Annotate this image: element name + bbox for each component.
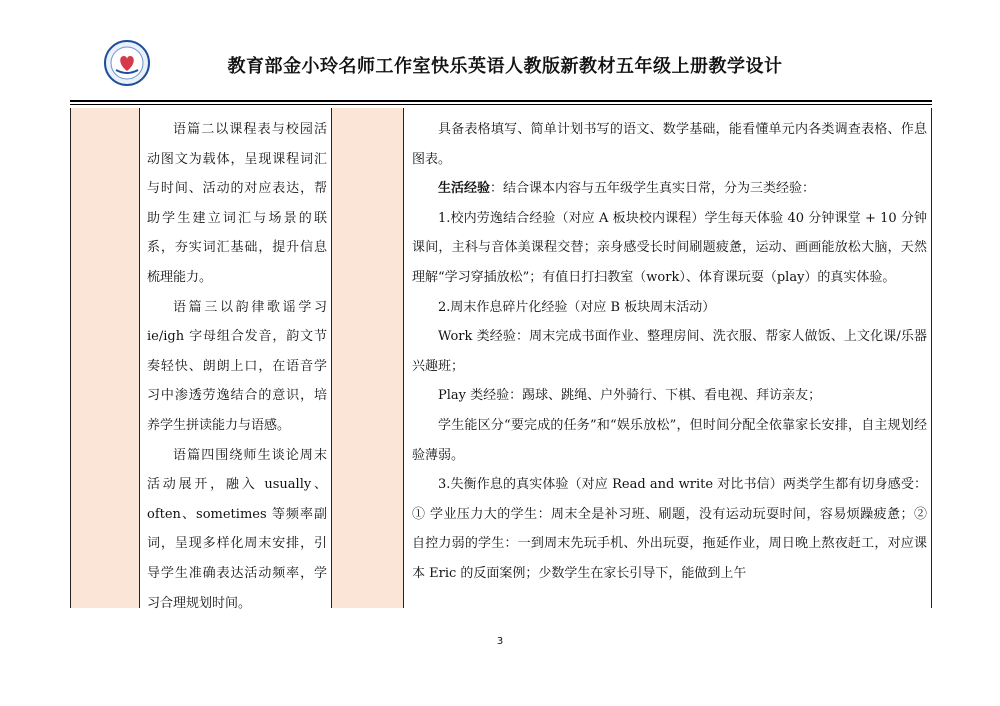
text-analysis-cell <box>147 115 327 618</box>
student-analysis-cell <box>412 115 927 589</box>
table-border-right <box>931 108 932 608</box>
header-rule-thin <box>70 104 932 105</box>
label-column-left <box>70 108 140 608</box>
life-experience-paragraph <box>412 174 927 204</box>
experience-1-paragraph: 1.校内劳逸结合经验（对应 A 板块校内课程）学生每天体验 40 分钟课堂 + 10 分钟课间，主科与音体美课程交替；亲身感受长时间刷题疲惫，运动、画画能放松大脑，天然理解“学习穿插放松”；有值日打扫教室（work）、体育课玩耍（play）的真实体验。 <box>412 210 927 285</box>
studio-logo <box>104 40 150 86</box>
document-title: 教育部金小玲名师工作室快乐英语人教版新教材五年级上册教学设计 <box>227 56 783 77</box>
intro-paragraph: 具备表格填写、简单计划书写的语文、数学基础，能看懂单元内各类调查表格、作息图表。 <box>412 122 927 167</box>
table-border-left <box>70 108 71 608</box>
experience-2-paragraph: 2.周末作息碎片化经验（对应 B 板块周末活动） <box>438 299 716 315</box>
task-distinction-paragraph: 学生能区分“要完成的任务”和“娱乐放松”，但时间分配全依靠家长安排，自主规划经验薄弱。 <box>412 417 927 463</box>
discourse-3-paragraph: 语篇三以韵律歌谣学习ie/igh 字母组合发音，韵文节奏轻快、朗朗上口，在语音学习中渗透劳逸结合的意识，培养学生拼读能力与语感。 <box>147 299 327 433</box>
discourse-2-paragraph: 语篇二以课程表与校园活动图文为载体，呈现课程词汇与时间、活动的对应表达，帮助学生建立词汇与场景的联系，夯实词汇基础，提升信息梳理能力。 <box>147 122 327 285</box>
header-rule-thick <box>70 100 932 102</box>
page-number: 3 <box>496 636 504 647</box>
life-experience-text: ：结合课本内容与五年级学生真实日常，分为三类经验： <box>490 181 816 197</box>
work-experience-paragraph: Work 类经验：周末完成书面作业、整理房间、洗衣服、帮家人做饭、上文化课/乐器兴趣班； <box>412 329 927 374</box>
discourse-4-paragraph: 语篇四围绕师生谈论周末活动展开，融入 usually、often、sometimes 等频率副词，呈现多样化周末安排，引导学生准确表达活动频率，学习合理规划时间。 <box>147 447 327 611</box>
life-experience-label: 生活经验 <box>438 181 491 197</box>
experience-3-paragraph: 3.失衡作息的真实体验（对应 Read and write 对比书信）两类学生都有切身感受：① 学业压力大的学生：周末全是补习班、刷题，没有运动玩耍时间，容易烦躁疲惫；② 自控力弱的学生：一到周末先玩手机、外出玩耍，拖延作业，周日晚上熬夜赶工，对应课本 Eric 的反面案例；少数学生在家长引导下，能做到上午 <box>412 477 927 581</box>
lesson-design-table <box>70 108 932 611</box>
label-column-right <box>332 108 404 608</box>
play-experience-paragraph: Play 类经验：踢球、跳绳、户外骑行、下棋、看电视、拜访亲友； <box>438 388 822 404</box>
